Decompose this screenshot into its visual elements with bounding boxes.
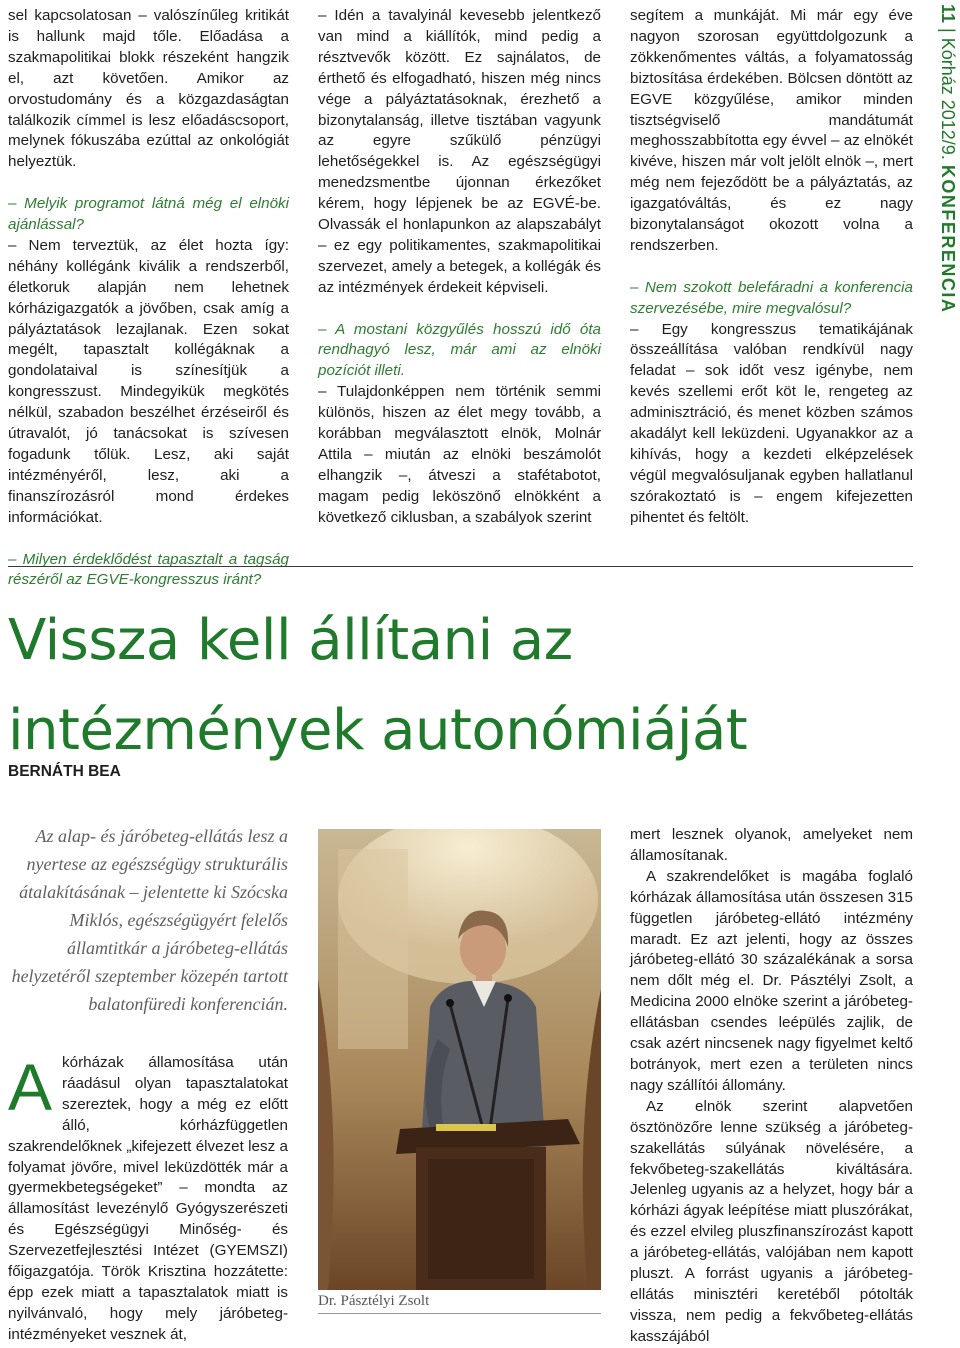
paragraph: mert lesznek olyanok, amelyeket nem államosítanak. — [630, 826, 913, 864]
paragraph: – Idén a tavalyinál kevesebb jelentkező van mind a kiállítók, mind pedig a résztvevők között. Ez sajnálatos, de érthető és elfogadható, hiszen még nincs vége a pályáztatásoknak, érezhető a bizonytalanság, illetve tisztában vagyunk az egyre szűkülő pénzügyi lehetőségekkel is. Az egészségügyi menedzsmentbe újonnan érkezőket kérem, hogy lépjenek be az EGVÉ-be. Olvassák el honlapunkon az alapszabályt – ez egy politikamentes, szakmapolitikai szervezet, amely a betegek, a kollégák és az intézmények érdekeit képviseli. — [318, 7, 601, 296]
interview-column-2 — [318, 6, 601, 529]
paragraph: – Tulajdonképpen nem történik semmi különös, hiszen az élet megy tovább, a korábban megválasztott elnök, Molnár Attila – miután az elnöki beszámolót elhangzik –, átveszi a stafétabotot, magam pedig leköszönő elnökként a következő ciklusban, a szabályok szerint — [318, 383, 601, 526]
paragraph: Az elnök szerint alapvetően ösztönözőre lenne szükség a járóbeteg-szakellátás súlyának növelésére, a fekvőbeteg-szakellátás kiváltására. Jelenleg ugyanis az a helyzet, hogy bár a kórházi ágyak leépítése miatt pluszórákat, és ezzel elvileg pluszfinanszírozást kapott a járóbeteg-ellátás, valójában nem kapott pluszt. A forrást ugyanis a járóbeteg-ellátás minisztéri keretéből pótolták vissza, nem pedig a fekvőbeteg-ellátás kasszájából — [630, 1097, 913, 1345]
article-body-left — [8, 1050, 288, 1346]
paragraph: kórházak államosítása után ráadásul olyan tapasztalatokat szereztek, hogy a még ez előtt álló, kórházfüggetlen szakrendelőknek „kifejezett élvezet lesz a folyamat jövőre, mivel leküzdötték már a gyermekbetegségeket” – mondta az államosítást levezénylő Gyógyszerészeti és Egészségügyi Minőség- és Szervezetfejlesztési Intézet (GYEMSZI) főigazgatója. Török Krisztina hozzátette: épp ezek miatt a tapasztalatok miatt is nyilvánvaló, hogy mely járóbeteg-intézményeket vesznek át, — [8, 1054, 288, 1343]
paragraph: – Nem terveztük, az élet hozta így: néhány kollégánk kiválik a rendszerből, életkoruk alapján nem lehetnek kórházigazgatók a jövőben, csak amíg a pályáztatások lezajlanak. Ezen sokat megélt, tapasztalt kollégáknak a gondolataival is színesítjük a kongresszust. Mindegyikük megkötés nélkül, szabadon beszélhet érzéseiről és útravalót, jó tanácsokat is szívesen fogadunk tőlük. Lesz, aki saját intézményéről, lesz, aki a finanszírozásról mond érdekes információkat. — [8, 236, 289, 526]
paragraph: A szakrendelőket is magába foglaló kórházak államosítása után összesen 315 független járóbeteg-ellátó intézmény maradt. Ez azt jelenti, hogy az összes járóbeteg-ellátó 30 százalékának a sorsa nem dőlt még el. Dr. Pásztélyi Zsolt, a Medicina 2000 elnöke szerint a járóbeteg-ellátásban csendes leépülés zajlik, de csak azért nincsenek nagy figyelmet keltő botrányok, mert ezen a területen nincs nagy szállítói állomány. — [630, 867, 913, 1094]
interview-question: – A mostani közgyűlés hosszú idő óta rendhagyó lesz, már ami az elnöki pozíciót illeti. — [318, 320, 601, 380]
interview-question: – Milyen érdeklődést tapasztalt a tagság részéről az EGVE-kongresszus iránt? — [8, 550, 289, 589]
page-number: 11 — [938, 4, 958, 24]
speaker-photo-illustration — [318, 829, 601, 1290]
photo-caption: Dr. Pásztélyi Zsolt — [318, 1293, 601, 1314]
article-title: Vissza kell állítani az intézmények autonómiáját — [8, 608, 748, 763]
paragraph: – Egy kongresszus tematikájának összeállítása valóban rendkívül nagy feladat – sok időt vesz igénybe, nem kevés szellemi erőt köt le, rengeteg az adminisztráció, és menet közben számos akadályt kell leküzdeni. Ugyanakkor az a kihívás, hogy a kezdeti elképzelések végül megvalósuljanak egyben hallatlanul szórakoztató is – engem kifejezetten pihentet és feltölt. — [630, 320, 913, 526]
interview-question: – Nem szokott belefáradni a konferencia szervezésébe, mire megvalósul? — [630, 278, 913, 317]
paragraph: sel kapcsolatosan – valószínűleg kritikát is hallunk majd tőle. Előadása a szakmapolitikai blokk részeként hangzik el, azt követően. Amikor az orvostudomány és a közgazdaságtan találkozik címmel is lesz előadáscsoport, melynek fókuszába ezúttal az onkológiát helyeztük. — [8, 7, 289, 171]
speaker-photo — [318, 829, 601, 1290]
paragraph: segítem a munkáját. Mi már egy éve nagyon szorosan együttdolgozunk a zökkenőmentes váltás, a folyamatosság biztosítása érdekében. Bölcsen döntött az EGVE közgyűlése, amikor minden tisztségviselő mandátumát meghosszabbította egy évvel – az elnökét kivéve, hiszen már volt jelölt elnök –, mert még nem fejeződött be a pályáztatás, az igazgatóváltás, és ez nagy bizonytalanságot okozott volna a rendszerben. — [630, 7, 913, 254]
interview-question: – Melyik programot látná még el elnöki ajánlással? — [8, 195, 289, 234]
section-label: KONFERENCIA — [938, 164, 958, 314]
article-lead: Az alap- és járóbeteg-ellátás lesz a nyertese az egészségügy strukturális átalakításának – jelentette ki Szócska Miklós, egészségügyért felelős államtitkár a járóbeteg-ellátás helyzetéről szeptember közepén tartott balatonfüredi konferencián. — [11, 826, 288, 1014]
drop-cap: A — [8, 1050, 53, 1124]
journal-issue: Kórház 2012/9. — [938, 37, 958, 160]
article-body-right — [630, 825, 913, 1348]
interview-column-1 — [8, 6, 289, 591]
article-author: BERNÁTH BEA — [8, 763, 121, 780]
interview-column-3 — [630, 6, 913, 529]
section-divider — [8, 566, 913, 567]
running-header: 11 | Kórház 2012/9. KONFERENCIA — [938, 4, 958, 314]
